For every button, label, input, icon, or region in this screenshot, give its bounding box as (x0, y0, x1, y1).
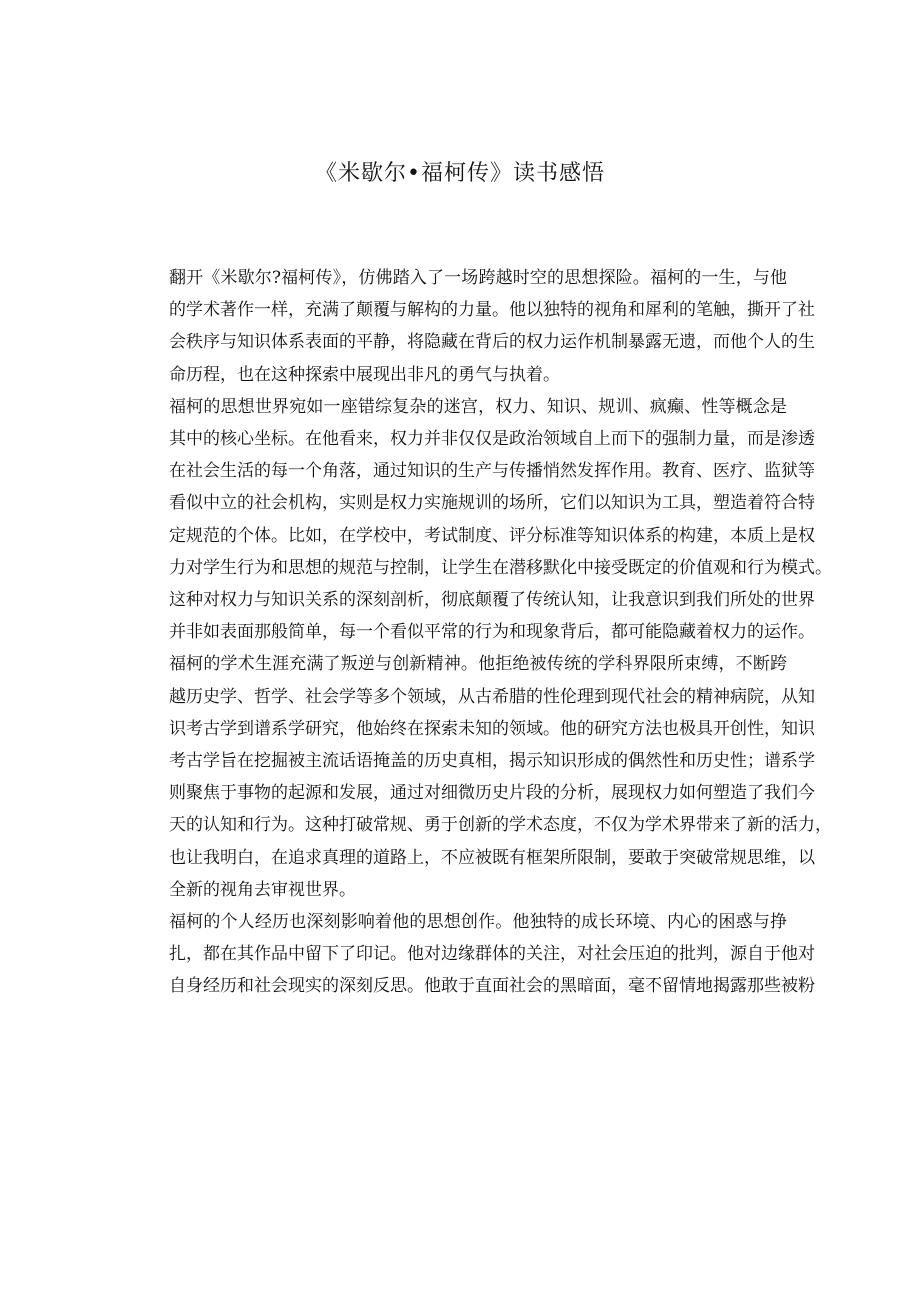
text-line: 福柯的思想世界宛如一座错综复杂的迷宫，权力、知识、规训、疯癫、性等概念是 (169, 396, 787, 417)
text-line: 会秩序与知识体系表面的平静，将隐藏在背后的权力运作机制暴露无遗，而他个人的生 (169, 332, 815, 353)
text-line: 则聚焦于事物的起源和发展，通过对细微历史片段的分析，展现权力如何塑造了我们今 (169, 783, 815, 804)
text-line: 福柯的个人经历也深刻影响着他的思想创作。他独特的成长环境、内心的困惑与挣 (169, 912, 787, 933)
text-line: 看似中立的社会机构，实则是权力实施规训的场所，它们以知识为工具，塑造着符合特 (169, 493, 815, 514)
text-line: 福柯的学术生涯充满了叛逆与创新精神。他拒绝被传统的学科界限所束缚，不断跨 (169, 654, 787, 675)
text-line: 其中的核心坐标。在他看来，权力并非仅仅是政治领域自上而下的强制力量，而是渗透 (169, 429, 815, 450)
text-line: 在社会生活的每一个角落，通过知识的生产与传播悄然发挥作用。教育、医疗、监狱等 (169, 461, 815, 482)
paragraph-4 (135, 906, 815, 1003)
text-line: 力对学生行为和思想的规范与控制，让学生在潜移默化中接受既定的价值观和行为模式。 (169, 557, 832, 578)
text-line: 也让我明白，在追求真理的道路上，不应被既有框架所限制，要敢于突破常规思维，以 (169, 847, 815, 868)
text-line: 定规范的个体。比如，在学校中，考试制度、评分标准等知识体系的构建，本质上是权 (169, 525, 815, 546)
text-line: 考古学旨在挖掘被主流话语掩盖的历史真相，揭示知识形成的偶然性和历史性；谱系学 (169, 751, 815, 772)
paragraph-2 (135, 391, 832, 649)
text-line: 命历程，也在这种探索中展现出非凡的勇气与执着。 (169, 364, 560, 385)
text-line: 的学术著作一样，充满了颠覆与解构的力量。他以独特的视角和犀利的笔触，撕开了社 (169, 300, 815, 321)
text-line: 并非如表面那般简单，每一个看似平常的行为和现象背后，都可能隐藏着权力的运作。 (169, 622, 815, 643)
document-body (135, 262, 832, 1003)
text-line: 这种对权力与知识关系的深刻剖析，彻底颠覆了传统认知，让我意识到我们所处的世界 (169, 590, 815, 611)
text-line: 天的认知和行为。这种打破常规、勇于创新的学术态度，不仅为学术界带来了新的活力， (169, 815, 832, 836)
text-line: 翻开《米歇尔?福柯传》，仿佛踏入了一场跨越时空的思想探险。福柯的一生，与他 (169, 268, 787, 288)
document-title: 《米歇尔•福柯传》读书感悟 (315, 161, 605, 186)
paragraph-1 (135, 262, 815, 391)
text-line: 自身经历和社会现实的深刻反思。他敢于直面社会的黑暗面，毫不留情地揭露那些被粉 (169, 976, 815, 997)
text-line: 扎，都在其作品中留下了印记。他对边缘群体的关注，对社会压迫的批判，源自于他对 (169, 944, 815, 965)
text-line: 识考古学到谱系学研究，他始终在探索未知的领域。他的研究方法也极具开创性，知识 (169, 718, 815, 739)
paragraph-3 (135, 648, 832, 906)
text-line: 越历史学、哲学、社会学等多个领域，从古希腊的性伦理到现代社会的精神病院，从知 (169, 686, 815, 707)
text-line: 全新的视角去审视世界。 (169, 879, 356, 900)
